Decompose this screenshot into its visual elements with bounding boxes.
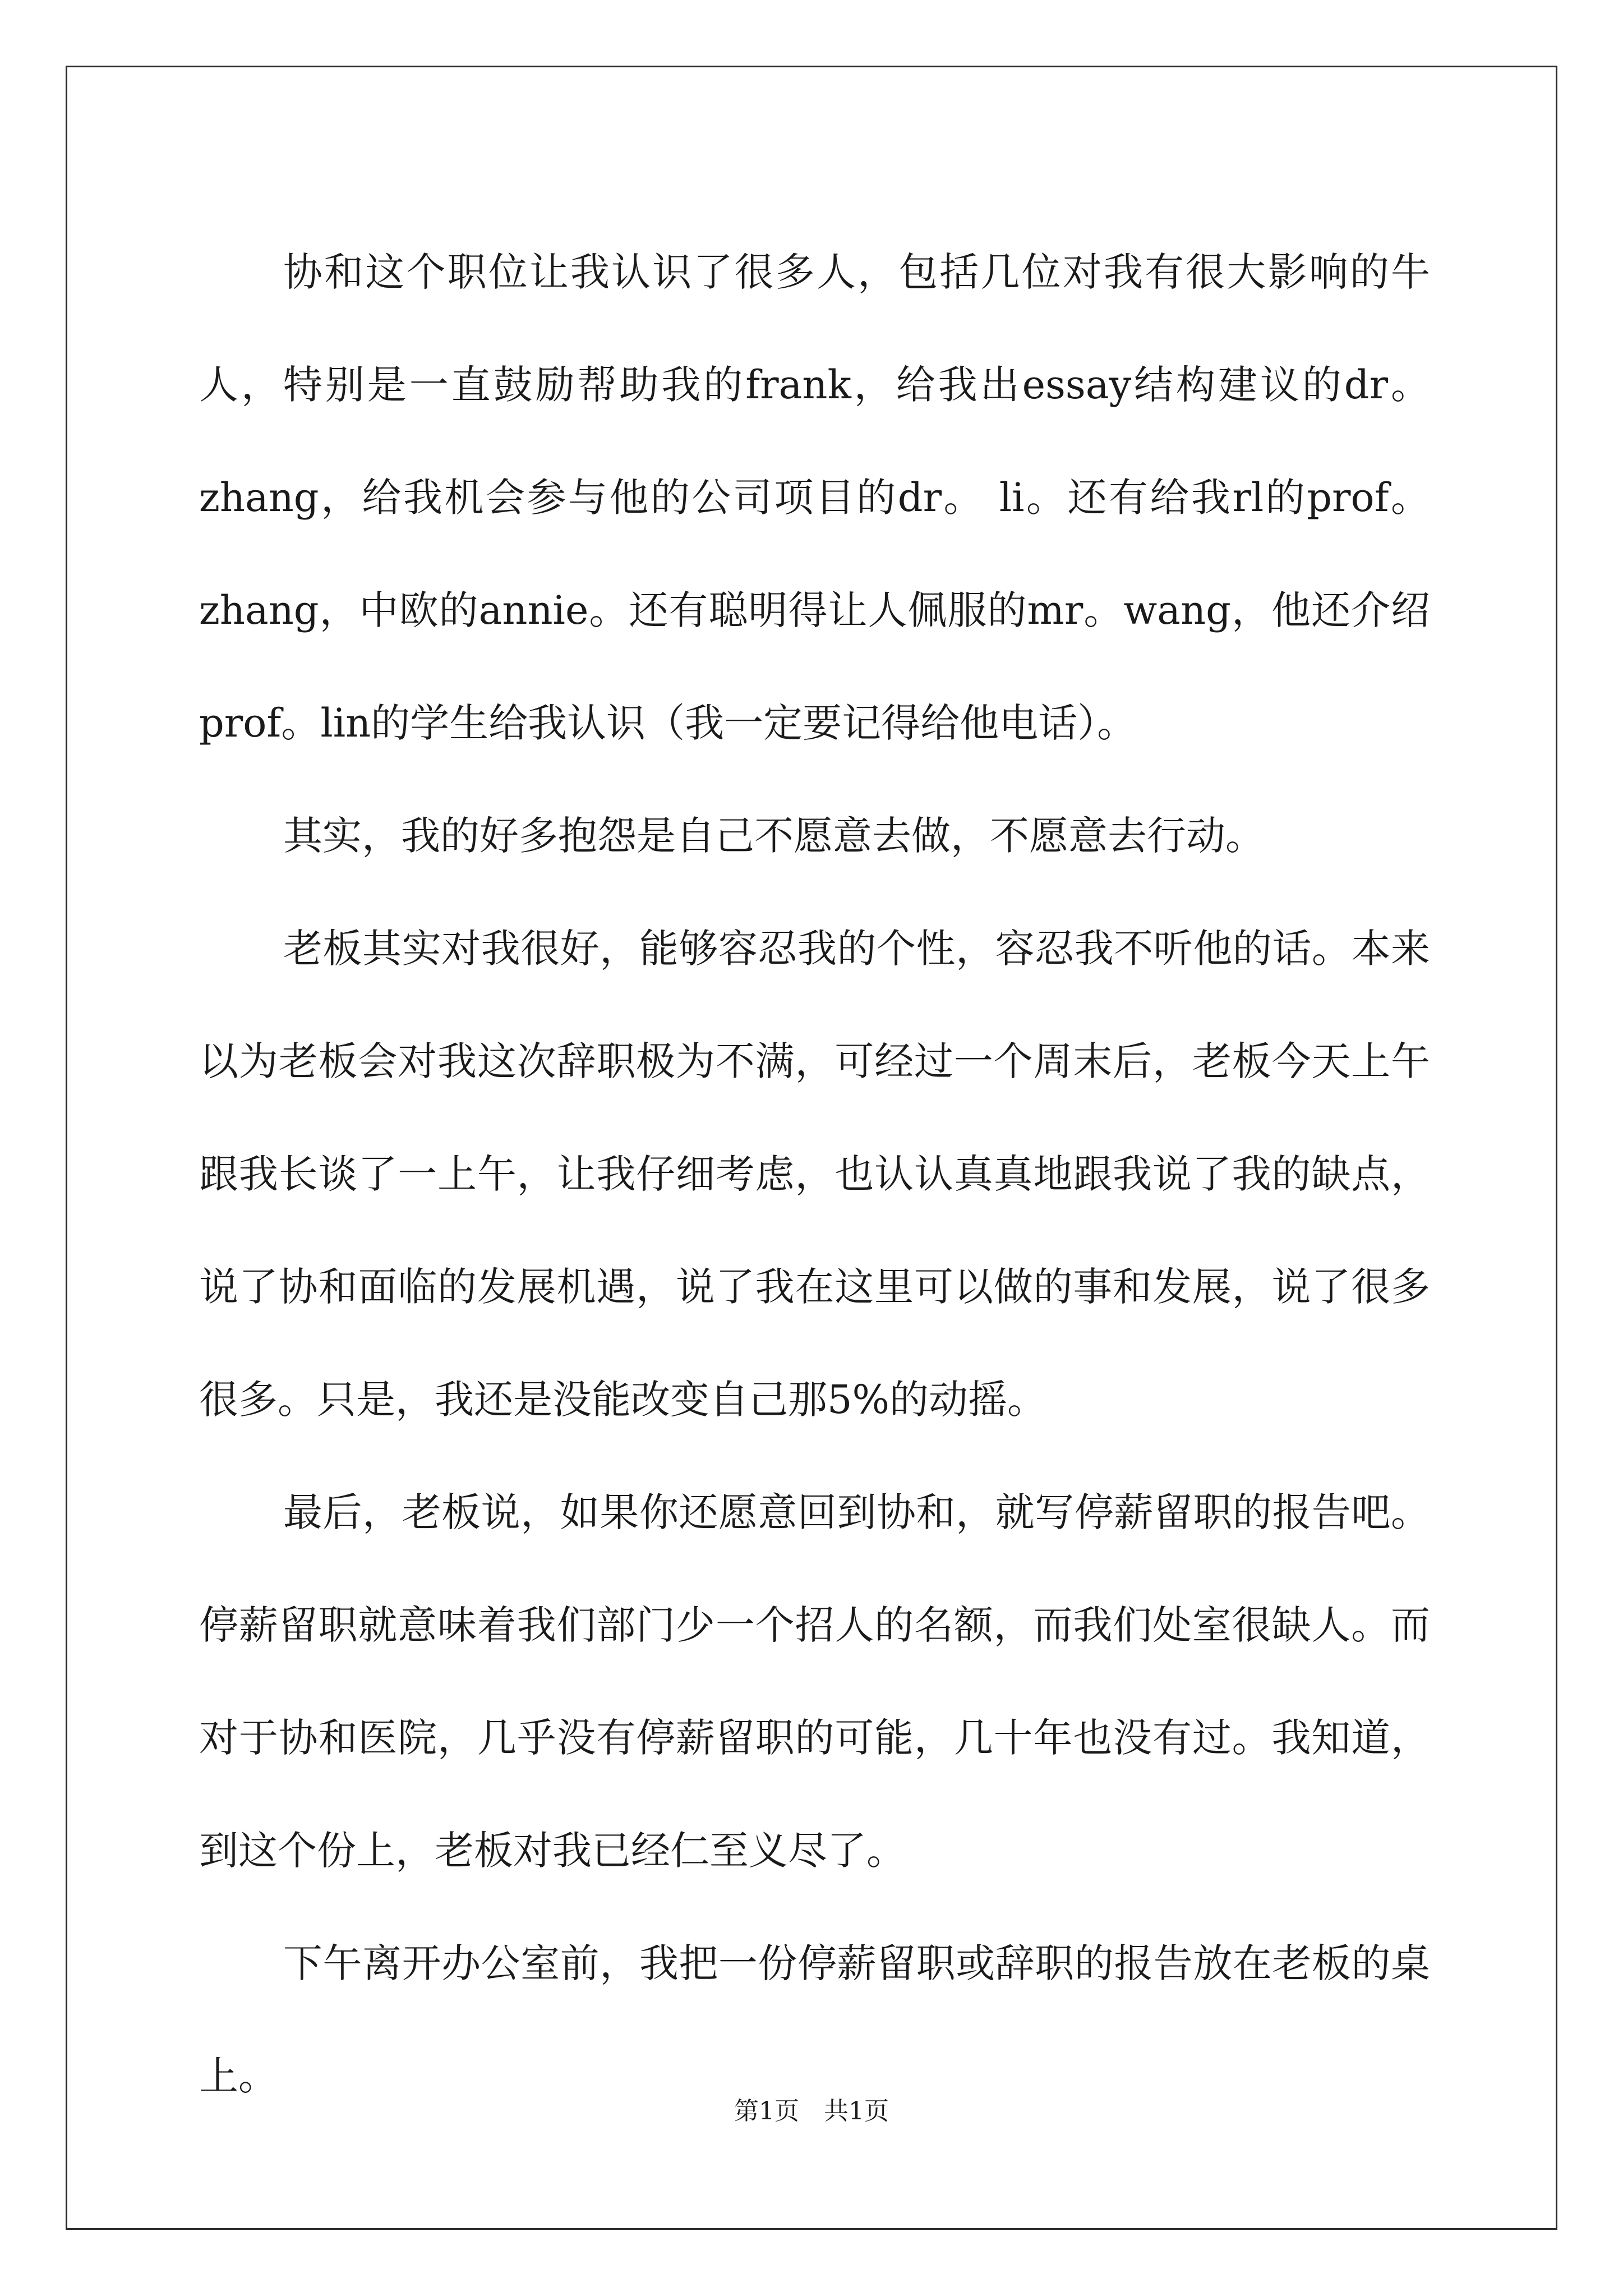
page-number-footer: 第1页 共1页 bbox=[734, 2097, 889, 2125]
document-body bbox=[199, 216, 1430, 2133]
paragraph: 老板其实对我很好，能够容忍我的个性，容忍我不听他的话。本来以为老板会对我这次辞职极为不满，可经过一个周末后，老板今天上午跟我长谈了一上午，让我仔细考虑，也认认真真地跟我说了我的缺点，说了协和面临的发展机遇，说了我在这里可以做的事和发展，说了很多很多。只是，我还是没能改变自己那5%的动摇。 bbox=[199, 926, 1430, 1423]
paragraph: 协和这个职位让我认识了很多人，包括几位对我有很大影响的牛人，特别是一直鼓励帮助我的frank，给我出essay结构建议的dr。zhang，给我机会参与他的公司项目的dr。 li。还有给我rl的prof。zhang，中欧的annie。还有聪明得让人佩服的mr。wang，他还介绍prof。lin的学生给我认识（我一定要记得给他电话）。 bbox=[199, 249, 1430, 746]
paragraph: 下午离开办公室前，我把一份停薪留职或辞职的报告放在老板的桌上。 bbox=[199, 1940, 1430, 2099]
paragraph: 其实，我的好多抱怨是自己不愿意去做，不愿意去行动。 bbox=[283, 813, 1265, 859]
paragraph: 最后，老板说，如果你还愿意回到协和，就写停薪留职的报告吧。停薪留职就意味着我们部门少一个招人的名额，而我们处室很缺人。而对于协和医院，几乎没有停薪留职的可能，几十年也没有过。我知道，到这个份上，老板对我已经仁至义尽了。 bbox=[199, 1489, 1430, 1874]
